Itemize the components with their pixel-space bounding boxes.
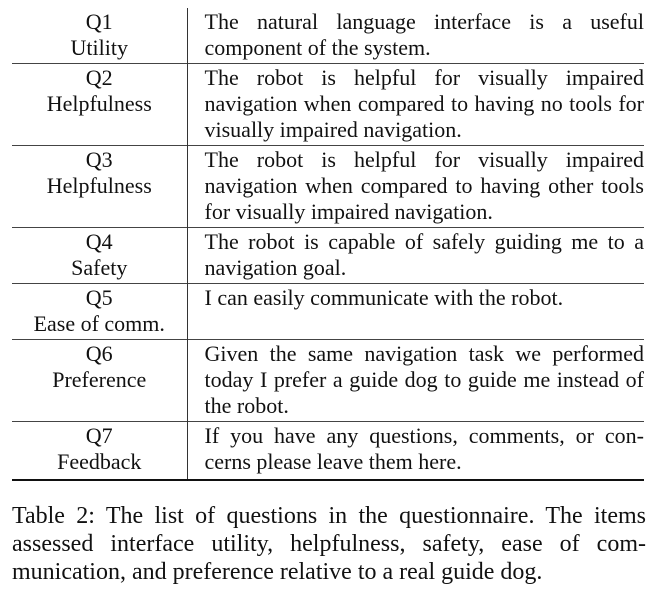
question-id: Q6 xyxy=(85,341,113,366)
question-category: Helpfulness xyxy=(46,173,152,198)
question-category: Preference xyxy=(52,367,147,392)
table-row xyxy=(12,8,644,64)
question-text: I can easily communicate with the robot. xyxy=(187,284,644,340)
question-category: Safety xyxy=(71,255,128,280)
question-label-cell xyxy=(12,340,187,422)
question-text: The robot is helpful for visually impaired navigation when compared to having other tools for visually impaired navigation. xyxy=(187,146,644,228)
question-text: If you have any questions, comments, or concerns please leave them here. xyxy=(187,422,644,481)
question-label-cell xyxy=(12,146,187,228)
question-id: Q3 xyxy=(85,147,113,172)
question-text: Given the same navigation task we performed today I prefer a guide dog to guide me instead of the robot. xyxy=(187,340,644,422)
table-caption: Table 2: The list of questions in the questionnaire. The items assessed interface utility, helpfulness, safety, ease of communication, and preference relative to a real guide dog. xyxy=(12,503,646,585)
question-label-cell xyxy=(12,8,187,64)
question-category: Feedback xyxy=(57,449,142,474)
question-id: Q5 xyxy=(85,285,113,310)
question-id: Q2 xyxy=(85,65,113,90)
question-text: The natural language interface is a useful component of the system. xyxy=(204,9,644,60)
question-text: The robot is capable of safely guiding me to a navigation goal. xyxy=(187,228,644,284)
table-row xyxy=(12,422,644,481)
table-row xyxy=(12,146,644,228)
question-category: Ease of comm. xyxy=(33,311,165,336)
question-text: The robot is helpful for visually impaired navigation when compared to having no tools for visually impaired navigation. xyxy=(187,64,644,146)
question-id: Q7 xyxy=(85,423,113,448)
table-row xyxy=(12,228,644,284)
question-label-cell xyxy=(12,284,187,340)
table-row xyxy=(12,64,644,146)
questionnaire-table xyxy=(12,8,644,481)
questionnaire-table-container xyxy=(12,8,644,481)
question-category: Utility xyxy=(70,35,128,60)
question-label-cell xyxy=(12,228,187,284)
table-row xyxy=(12,340,644,422)
question-label-cell xyxy=(12,64,187,146)
question-id: Q1 xyxy=(85,9,113,34)
question-label-cell xyxy=(12,422,187,481)
question-id: Q4 xyxy=(85,229,113,254)
table-row xyxy=(12,284,644,340)
question-category: Helpfulness xyxy=(46,91,152,116)
